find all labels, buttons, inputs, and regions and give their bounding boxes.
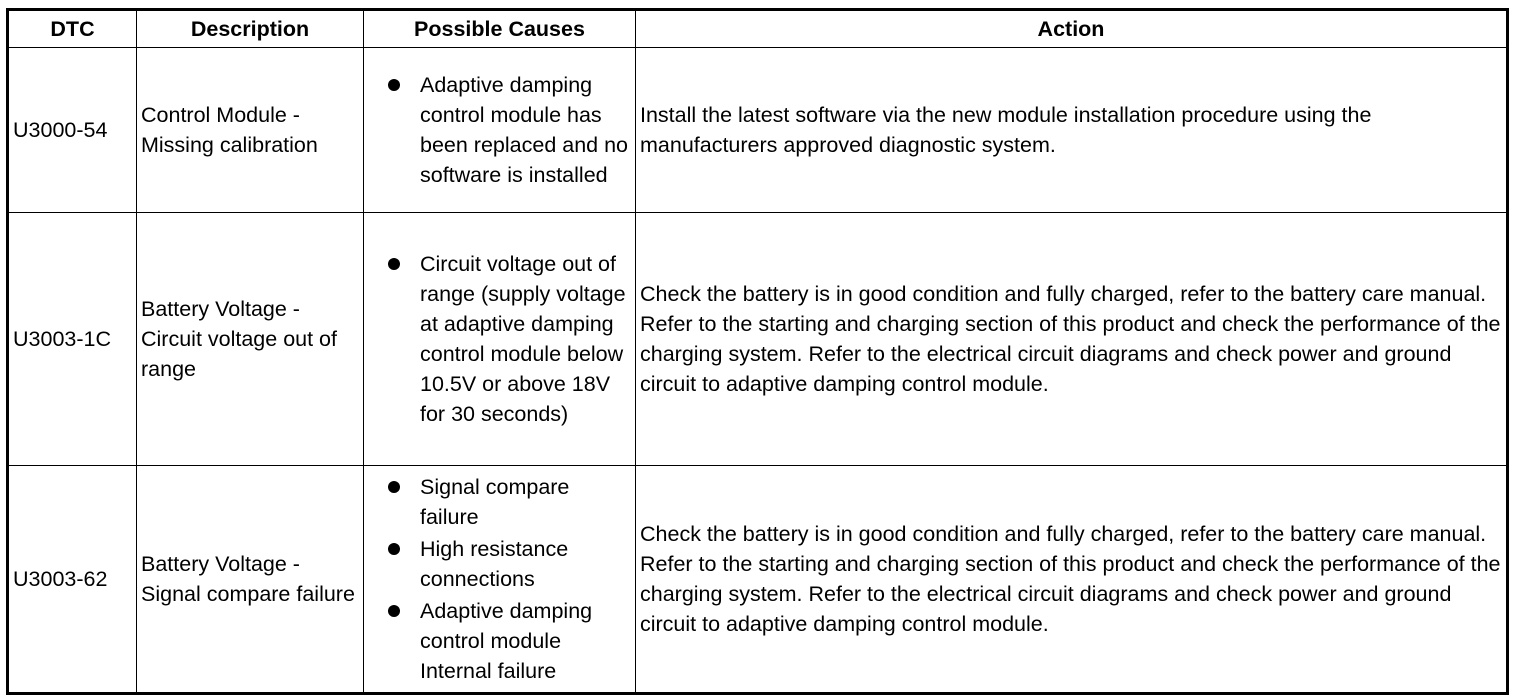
bullet-icon [388, 79, 400, 91]
causes-list [366, 472, 631, 686]
dtc-code: U3003-62 [8, 466, 137, 694]
cause-text: Signal compare failure [420, 475, 570, 529]
bullet-icon [388, 481, 400, 493]
possible-causes [364, 466, 636, 694]
dtc-code: U3003-1C [8, 213, 137, 466]
table-row [8, 48, 1508, 213]
dtc-description: Control Module - Missing calibration [137, 48, 364, 213]
cause-item [366, 534, 631, 594]
table-row [8, 466, 1508, 694]
cause-text: High resistance connections [420, 537, 569, 591]
header-possible-causes: Possible Causes [364, 10, 636, 48]
action-text: Check the battery is in good condition and fully charged, refer to the battery care manual. Refer to the starting and charging section of this product and check the performance of the charging system. Refer to the electrical circuit diagrams and check power and ground circuit to adaptive damping control module. [636, 466, 1508, 694]
cause-text: Circuit voltage out of range (supply voltage at adaptive damping control module below 10.5V or above 18V for 30 seconds) [420, 252, 626, 426]
header-dtc: DTC [8, 10, 137, 48]
cause-item [366, 249, 631, 429]
cause-item [366, 472, 631, 532]
header-row [8, 10, 1508, 48]
header-action: Action [636, 10, 1508, 48]
table-header [8, 10, 1508, 48]
dtc-code: U3000-54 [8, 48, 137, 213]
action-text: Check the battery is in good condition and fully charged, refer to the battery care manual. Refer to the starting and charging section of this product and check the performance of the charging system. Refer to the electrical circuit diagrams and check power and ground circuit to adaptive damping control module. [636, 213, 1508, 466]
bullet-icon [388, 605, 400, 617]
dtc-description: Battery Voltage - Signal compare failure [137, 466, 364, 694]
dtc-table [6, 8, 1509, 695]
possible-causes [364, 213, 636, 466]
possible-causes [364, 48, 636, 213]
table-body [8, 48, 1508, 694]
table-row [8, 213, 1508, 466]
header-description: Description [137, 10, 364, 48]
action-text: Install the latest software via the new module installation procedure using the manufacturers approved diagnostic system. [636, 48, 1508, 213]
dtc-description: Battery Voltage - Circuit voltage out of range [137, 213, 364, 466]
cause-item [366, 596, 631, 686]
bullet-icon [388, 258, 400, 270]
cause-text: Adaptive damping control module has been replaced and no software is installed [420, 73, 629, 187]
bullet-icon [388, 543, 400, 555]
causes-list [366, 70, 631, 190]
causes-list [366, 249, 631, 429]
cause-text: Adaptive damping control module Internal failure [420, 599, 593, 683]
cause-item [366, 70, 631, 190]
